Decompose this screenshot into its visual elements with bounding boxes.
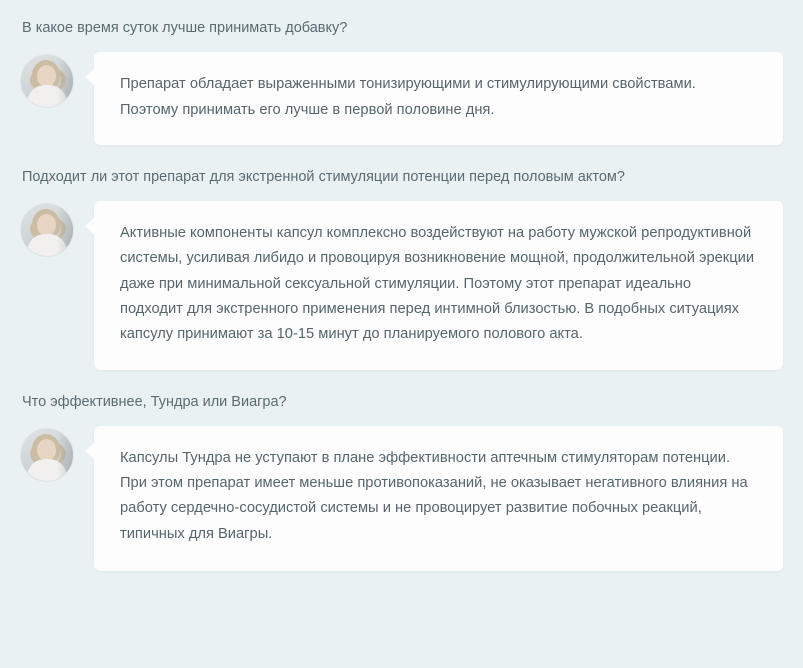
faq-answer-text: Препарат обладает выраженными тонизирующими и стимулирующими свойствами. Поэтому принимать его лучше в первой половине дня. [120, 76, 696, 118]
answer-bubble [94, 426, 783, 571]
faq-answer-row [20, 201, 783, 369]
avatar-shadow [57, 204, 74, 256]
faq-answer-row [20, 426, 783, 571]
faq-question: В какое время суток лучше принимать добавку? [22, 20, 348, 36]
faq-answer-text: Активные компоненты капсул комплексно воздействуют на работу мужской репродуктивной системы, усиливая либидо и провоцируя возникновение мощной, продолжительной эрекции даже при минимальной сексуальной стимуляции. Поэтому этот препарат идеально подходит для экстренного применения перед интимной близостью. В подобных ситуациях капсулу принимают за 10-15 минут до планируемого полового акта. [120, 225, 755, 343]
avatar [20, 54, 74, 108]
answer-bubble [94, 52, 783, 145]
faq-item [20, 392, 783, 571]
answer-bubble [94, 201, 783, 369]
avatar-face [37, 439, 56, 461]
faq-item [20, 167, 783, 370]
avatar [20, 203, 74, 257]
avatar-shadow [57, 429, 74, 481]
faq-answer-text: Капсулы Тундра не уступают в плане эффективности аптечным стимуляторам потенции. При этом препарат имеет меньше противопоказаний, не оказывает негативного влияния на работу сердечно-сосудистой системы и не провоцирует развитие побочных реакций, типичных для Виагры. [120, 449, 748, 542]
faq-item [20, 18, 783, 145]
faq-question: Что эффективнее, Тундра или Виагра? [22, 393, 287, 410]
avatar-face [37, 214, 56, 236]
avatar-shadow [57, 55, 74, 107]
avatar [20, 428, 74, 482]
faq-answer-row [20, 52, 783, 145]
faq-question: Подходит ли этот препарат для экстренной стимуляции потенции перед половым актом? [22, 168, 625, 185]
